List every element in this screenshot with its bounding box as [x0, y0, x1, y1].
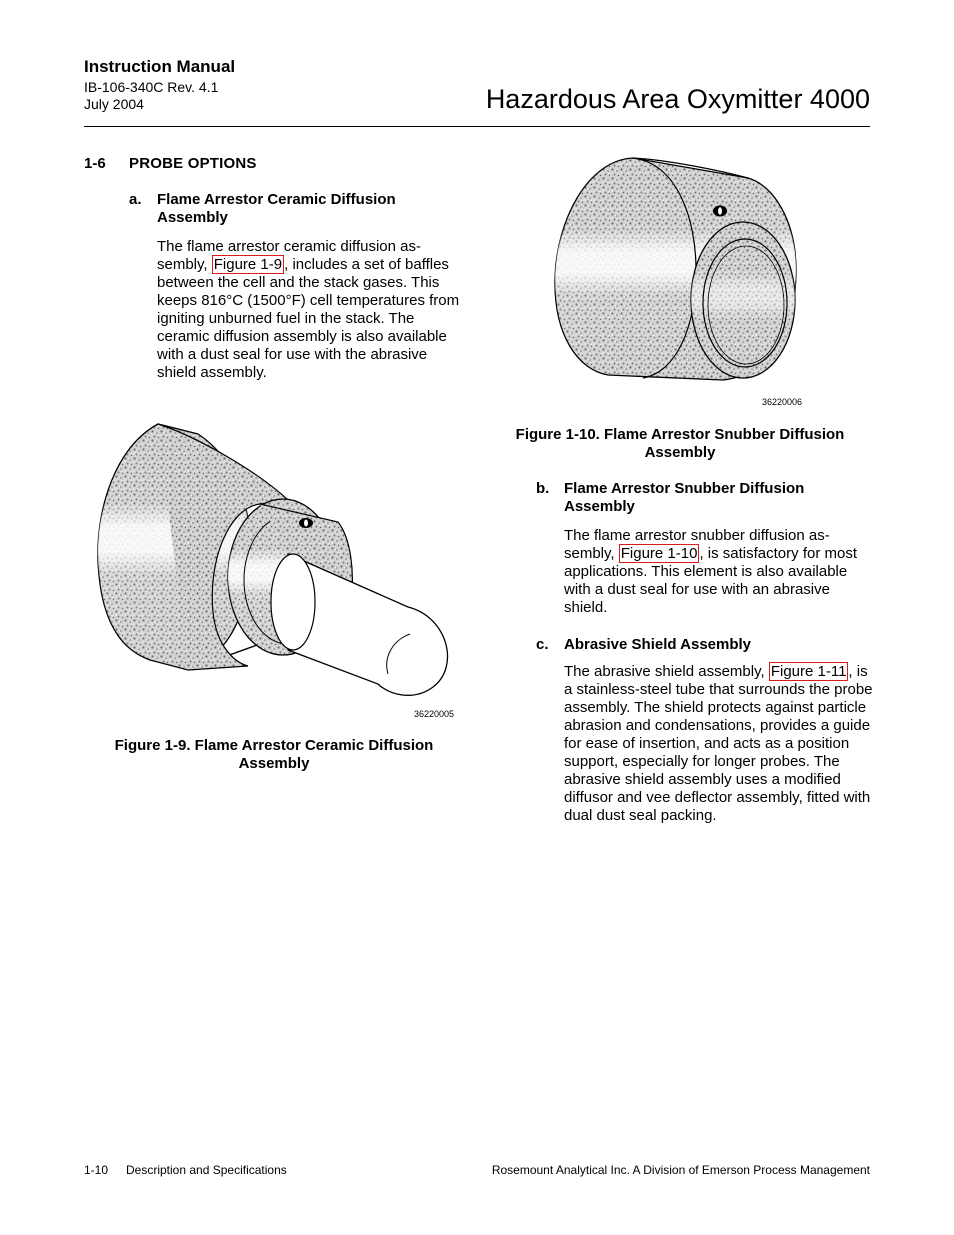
section-number: 1-6 — [84, 155, 106, 172]
sub-b-text-post: , is satisfactory for most applications. This element is also available with a dust seal for use with an abrasive shield. — [564, 545, 857, 616]
end-face — [691, 222, 795, 378]
vent-hole-icon — [713, 206, 727, 217]
sub-c-title: Abrasive Shield Assembly — [564, 636, 752, 653]
footer-page-number: 1-10 — [84, 1163, 109, 1177]
figure-1-11-link[interactable]: Figure 1-11 — [770, 663, 847, 680]
sub-b-text-pre: The flame arrestor snubber diffusion as- sembly, — [564, 527, 830, 562]
figure-1-9-caption-line2: Assembly — [238, 755, 310, 772]
doc-number: IB-106-340C Rev. 4.1 — [84, 79, 219, 95]
sub-a-text-post: , includes a set of baffles between the cell and the stack gases. This keeps 816°C (1500°F) cell temperatures from igniting unburned fuel in the stack. The ceramic diffusion assembly is also available with a dust seal for use with the abrasive shield assembly. — [157, 256, 460, 381]
manual-label: Instruction Manual — [84, 57, 236, 76]
figure-1-10-caption-line2: Assembly — [644, 444, 716, 461]
figure-1-10-illustration — [548, 150, 818, 390]
figure-1-10-caption-line1: Figure 1-10. Flame Arrestor Snubber Diffusion — [515, 426, 845, 443]
figure-1-9-caption — [88, 737, 460, 773]
sub-a-text-pre: The flame arrestor ceramic diffusion as- sembly, — [157, 238, 421, 273]
sub-b-title — [564, 480, 804, 516]
sub-a-letter: a. — [129, 191, 142, 208]
figure-1-10-link[interactable]: Figure 1-10 — [620, 545, 698, 562]
sub-a-paragraph — [157, 238, 465, 382]
product-title: Hazardous Area Oxymitter 4000 — [485, 84, 870, 114]
figure-1-9-illustration — [88, 412, 468, 712]
header-rule — [84, 126, 870, 127]
figure-1-9-number: 36220005 — [414, 709, 455, 719]
sub-b-letter: b. — [536, 480, 550, 497]
figure-1-9-caption-line1: Figure 1-9. Flame Arrestor Ceramic Diffusion — [114, 737, 434, 754]
sub-b-paragraph — [564, 527, 872, 617]
doc-info — [84, 79, 218, 113]
probe-tip — [271, 554, 448, 695]
sub-a-title-line1: Flame Arrestor Ceramic Diffusion — [157, 191, 396, 208]
sub-c-paragraph — [564, 663, 874, 825]
sub-c-text-pre: The abrasive shield assembly, — [564, 663, 769, 680]
footer-company: Rosemount Analytical Inc. A Division of Emerson Process Management — [491, 1163, 870, 1177]
sub-b-title-line1: Flame Arrestor Snubber Diffusion — [564, 480, 805, 497]
sub-b-title-line2: Assembly — [564, 498, 635, 515]
figure-1-10-number: 36220006 — [762, 397, 803, 407]
vent-hole-icon — [299, 518, 313, 528]
figure-1-9-link[interactable]: Figure 1-9 — [213, 256, 283, 273]
footer-chapter: Description and Specifications — [126, 1163, 287, 1177]
figure-1-10-caption — [496, 426, 864, 462]
sub-a-title — [157, 191, 396, 227]
sub-c-letter: c. — [536, 636, 549, 653]
doc-date: July 2004 — [84, 96, 144, 112]
section-title: PROBE OPTIONS — [129, 155, 257, 172]
sub-a-title-line2: Assembly — [157, 209, 228, 226]
sub-c-text-post: , is a stainless-steel tube that surrounds the probe assembly. The shield protects against particle abrasion and condensations, provides a guide for ease of insertion, and acts as a position support, especially for longer probes. The abrasive shield assembly uses a modified diffusor and vee deflector assembly, fitted with dual dust seal packing. — [564, 663, 873, 824]
